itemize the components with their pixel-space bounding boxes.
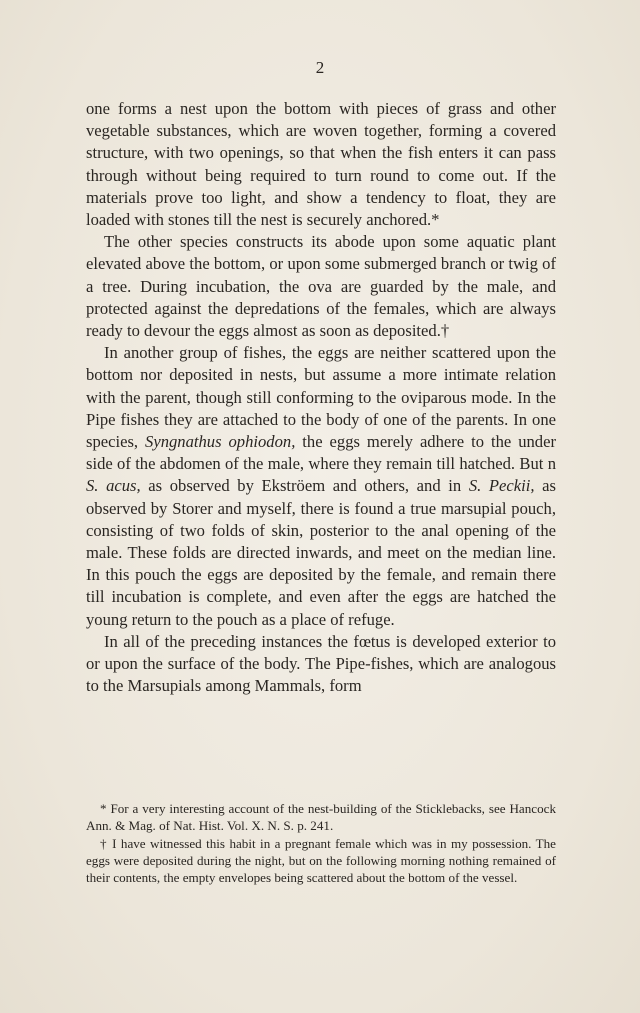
paragraph-2-text: The other species constructs its abode upon some aquatic plant elevated above the bottom, or upon some submerged branch or twig of a tree. During incubation, the ova are guarded by the male, and protected against the depredations of the females, which are always ready to devour the eggs almost as soon as deposited.† [86,232,556,341]
paragraph-3 [86,342,556,631]
footnotes [86,800,556,886]
paragraph-4-text: In all of the preceding instances the fœtus is developed exterior to or upon the surface of the body. The Pipe-fishes, which are analogous to the Marsupials among Mammals, form [86,631,556,696]
species-s-peckii: S. Peckii, [468,476,535,496]
species-syngnathus-ophiodon: Syngnathus ophiodon, [145,432,296,452]
page-number: 2 [315,58,325,77]
footnote-1: * For a very interesting account of the nest-building of the Sticklebacks, see Hancock Ann. & Mag. of Nat. Hist. Vol. X. N. S. p. 241. [86,801,556,834]
paragraph-2 [86,231,556,342]
paragraph-3-text-d: as observed by Storer and myself, there is found a true marsupial pouch, consisting of two folds of skin, posterior to the anal opening of the male. These folds are directed inwards, and meet on the median line. In this pouch the eggs are deposited by the female, and remain there till incubation is complete, and even after the eggs are hatched the young return to the pouch as a place of refuge. [86,476,556,629]
species-s-acus: S. acus, [86,476,141,496]
paragraph-3-text-b: the eggs merely adhere to the under side of the abdomen of the male, where they remain till hatched. But n [86,432,556,474]
paragraph-1-text: one forms a nest upon the bottom with pieces of grass and other vegetable substances, which are woven together, forming a covered structure, with two openings, so that when the fish enters it can pass through without being required to turn round to come out. If the materials prove too light, and show a tendency to float, they are loaded with stones till the nest is securely anchored.* [86,99,556,230]
paragraph-1 [86,98,556,231]
paragraph-3-text-c: as observed by Ekströem and others, and in [140,476,469,496]
paragraph-3-text-a: In another group of fishes, the eggs are neither scattered upon the bottom nor deposited in nests, but assume a more intimate relation with the parent, though still conforming to the oviparous mode. In the Pipe fishes they are attached to the body of one of the parents. In one species, [86,343,556,452]
body-text [86,98,556,697]
footnote-2: † I have witnessed this habit in a pregnant female which was in my possession. The eggs were deposited during the night, but on the following morning nothing remained of their contents, the empty envelopes being scattered about the bottom of the vessel. [86,835,556,886]
paragraph-4 [86,631,556,698]
